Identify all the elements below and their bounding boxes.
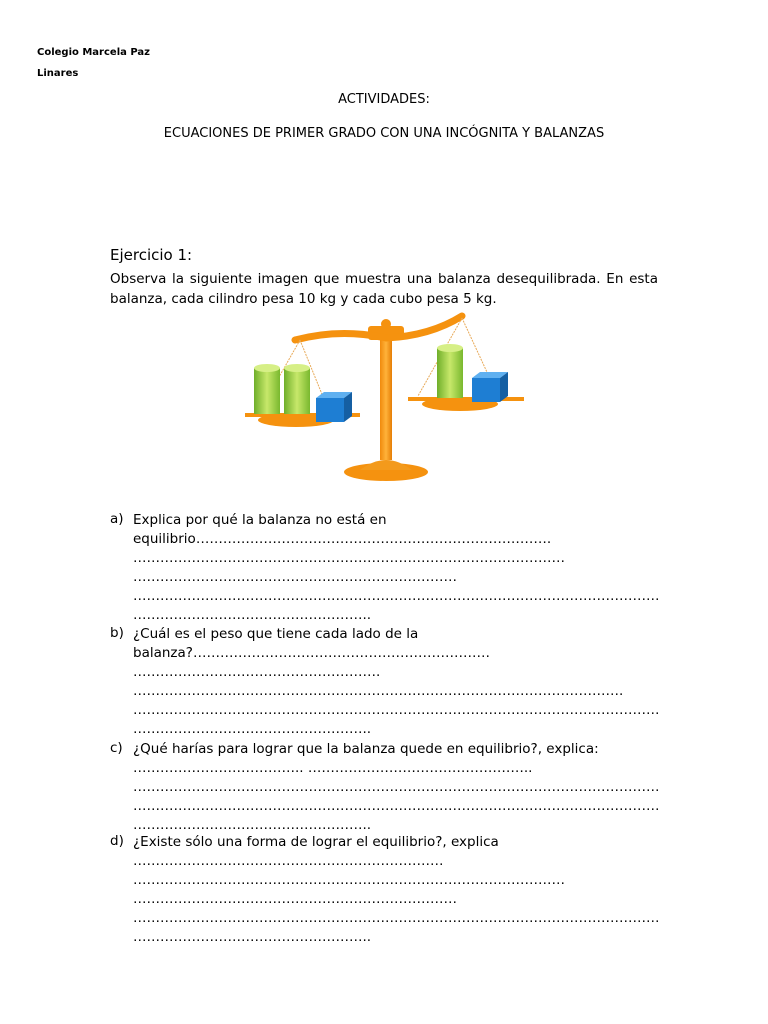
answer-line[interactable]: ……………………………………………………………… <box>133 569 457 585</box>
answer-line[interactable]: equilibrio……………………………………………………………………. <box>133 531 552 547</box>
question-text: ¿Existe sólo una forma de lograr el equilibrio?, explica <box>133 834 499 850</box>
answer-line[interactable]: ……………………………………………………………………………………………………… <box>133 779 660 795</box>
answer-line[interactable]: …………………………………………….. <box>133 929 372 945</box>
question-letter: c) <box>110 740 123 756</box>
cylinder-right <box>437 344 463 398</box>
question-text: ¿Qué harías para lograr que la balanza quede en equilibrio?, explica: <box>133 741 599 757</box>
scale-pillar <box>380 340 392 460</box>
exercise-title: Ejercicio 1: <box>110 246 193 264</box>
question-text: ¿Cuál es el peso que tiene cada lado de la <box>133 626 419 642</box>
answer-line[interactable]: …………………………………………….. <box>133 607 372 623</box>
answer-line[interactable]: balanza?………………………………………………………… <box>133 645 490 661</box>
answer-line[interactable]: ……………………………………………………………… <box>133 891 457 907</box>
cube-right <box>472 372 508 402</box>
answer-line[interactable]: ………………………………………………. <box>133 664 381 680</box>
cube-left <box>316 392 352 422</box>
answer-line[interactable]: …………………………………………………………………………………… <box>133 550 565 566</box>
question-letter: d) <box>110 833 124 849</box>
answer-line[interactable]: ……………………………………………………………………………………………………… <box>133 702 660 718</box>
answer-line[interactable]: ……………………………………………………………………………………………………… <box>133 798 660 814</box>
exercise-intro: Observa la siguiente imagen que muestra una balanza desequilibrada. En esta balanza, cada cilindro pesa 10 kg y cada cubo pesa 5 kg. <box>110 271 658 307</box>
answer-line[interactable]: …………………………………………………………… <box>133 853 444 869</box>
answer-line[interactable]: ……………………………………………………………………………………………………… <box>133 910 660 926</box>
cylinder-left-2 <box>284 364 310 414</box>
school-city: Linares <box>37 68 79 79</box>
page-subtitle: ECUACIONES DE PRIMER GRADO CON UNA INCÓGNITA Y BALANZAS <box>163 126 605 141</box>
question-letter: b) <box>110 625 124 641</box>
question-text: Explica por qué la balanza no está en <box>133 512 387 528</box>
answer-line[interactable]: …………………………………………………………………………………… <box>133 872 565 888</box>
answer-line[interactable]: ………………………………………………………………………………………………. <box>133 683 624 699</box>
page-title: ACTIVIDADES: <box>338 92 430 107</box>
answer-line[interactable]: ……………………………………………………………………………………………………… <box>133 588 660 604</box>
balance-scale-image <box>240 310 530 485</box>
cylinder-left-1 <box>254 364 280 414</box>
answer-line[interactable]: ……………………………….. ………………………………………….. <box>133 760 533 776</box>
answer-line[interactable]: …………………………………………….. <box>133 721 372 737</box>
question-letter: a) <box>110 511 124 527</box>
answer-line[interactable]: …………………………………………….. <box>133 817 372 833</box>
school-name: Colegio Marcela Paz <box>37 47 150 58</box>
